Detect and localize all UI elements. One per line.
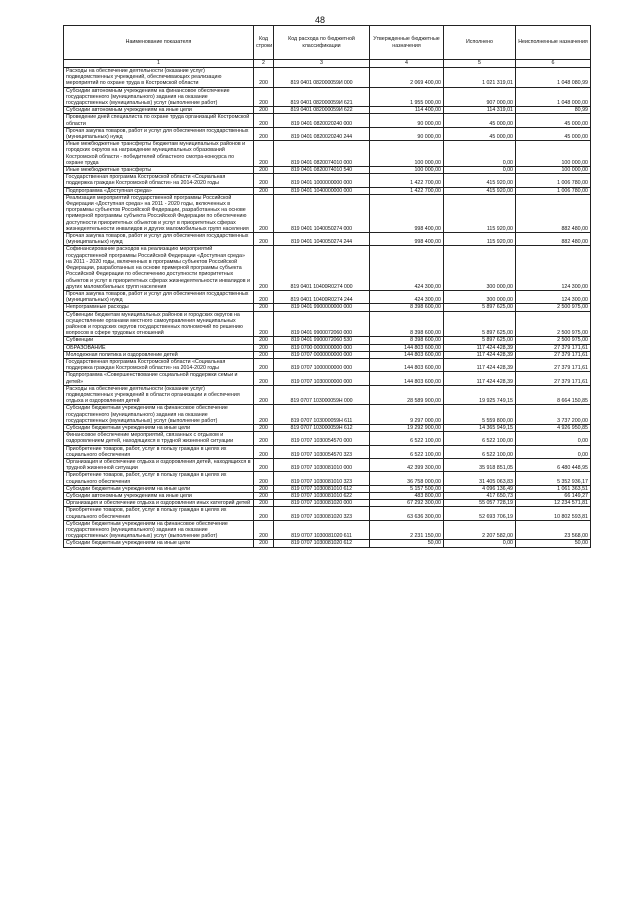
row-executed-cell: 14 365 949,15 bbox=[444, 424, 516, 431]
row-approved-cell: 8 398 600,00 bbox=[370, 311, 444, 337]
header-approved: Утвержденные бюджетные назначения bbox=[370, 26, 444, 60]
row-executed-cell: 117 424 428,39 bbox=[444, 372, 516, 385]
row-code-cell: 200 bbox=[254, 127, 274, 140]
row-code-cell: 200 bbox=[254, 493, 274, 500]
row-code-cell: 200 bbox=[254, 358, 274, 371]
row-executed-cell: 115 920,00 bbox=[444, 194, 516, 232]
row-code-cell: 200 bbox=[254, 445, 274, 458]
row-approved-cell: 483 800,00 bbox=[370, 493, 444, 500]
row-approved-cell: 144 803 600,00 bbox=[370, 351, 444, 358]
row-name-cell: Субсидии бюджетным учреждениям на иные цели bbox=[64, 485, 254, 492]
table-row bbox=[64, 167, 591, 174]
row-name-cell: Организация и обеспечение отдыха и оздоровления иных категорий детей bbox=[64, 500, 254, 507]
table-row bbox=[64, 500, 591, 507]
row-classification-cell: 819 0707 1030054570 323 bbox=[274, 445, 370, 458]
row-approved-cell: 424 300,00 bbox=[370, 290, 444, 303]
row-name-cell: Субсидии автономным учреждениям на финансовое обеспечение государственного (муниципального) задания на оказание государственных (муниципальных) услуг (выполнение работ) bbox=[64, 87, 254, 107]
row-approved-cell: 90 000,00 bbox=[370, 114, 444, 127]
table-row bbox=[64, 114, 591, 127]
row-classification-cell: 819 0707 1030000000 000 bbox=[274, 372, 370, 385]
row-unexecuted-cell: 12 234 571,81 bbox=[516, 500, 591, 507]
row-name-cell: Иные межбюджетные трансферты бюджетам муниципальных районов и городских округов на награждение муниципальных образований Костромской области - победителей областного смотра-конкурса по охране труда bbox=[64, 141, 254, 167]
row-unexecuted-cell: 1 048 000,00 bbox=[516, 87, 591, 107]
row-approved-cell: 50,00 bbox=[370, 540, 444, 547]
row-unexecuted-cell: 27 379 171,61 bbox=[516, 358, 591, 371]
table-row bbox=[64, 507, 591, 520]
column-number: 1 bbox=[64, 60, 254, 68]
row-approved-cell: 1 422 700,00 bbox=[370, 187, 444, 194]
row-unexecuted-cell: 45 000,00 bbox=[516, 114, 591, 127]
row-executed-cell: 5 897 625,00 bbox=[444, 337, 516, 344]
row-classification-cell: 819 0401 1040000000 000 bbox=[274, 187, 370, 194]
row-name-cell: Молодежная политика и оздоровление детей bbox=[64, 351, 254, 358]
row-code-cell: 200 bbox=[254, 432, 274, 445]
row-executed-cell: 117 424 428,39 bbox=[444, 344, 516, 351]
table-row bbox=[64, 311, 591, 337]
row-unexecuted-cell: 6 480 448,95 bbox=[516, 458, 591, 471]
row-executed-cell: 415 920,00 bbox=[444, 187, 516, 194]
row-approved-cell: 42 399 300,00 bbox=[370, 458, 444, 471]
row-unexecuted-cell: 1 006 780,00 bbox=[516, 187, 591, 194]
table-row bbox=[64, 246, 591, 290]
row-name-cell: ОБРАЗОВАНИЕ bbox=[64, 344, 254, 351]
table-row bbox=[64, 141, 591, 167]
row-unexecuted-cell: 100 000,00 bbox=[516, 141, 591, 167]
row-name-cell: Субсидии бюджетным учреждениям на иные цели bbox=[64, 424, 254, 431]
row-code-cell: 200 bbox=[254, 114, 274, 127]
row-executed-cell: 5 897 625,00 bbox=[444, 311, 516, 337]
row-approved-cell: 67 292 300,00 bbox=[370, 500, 444, 507]
row-unexecuted-cell: 1 048 080,99 bbox=[516, 68, 591, 88]
row-executed-cell: 45 000,00 bbox=[444, 127, 516, 140]
row-code-cell: 200 bbox=[254, 107, 274, 114]
row-code-cell: 200 bbox=[254, 540, 274, 547]
row-approved-cell: 998 400,00 bbox=[370, 233, 444, 246]
row-classification-cell: 819 0707 103000059Н 612 bbox=[274, 424, 370, 431]
row-classification-cell: 819 0707 1030081010 622 bbox=[274, 493, 370, 500]
row-classification-cell: 819 0700 0000000000 000 bbox=[274, 344, 370, 351]
row-classification-cell: 819 0707 1030081010 323 bbox=[274, 472, 370, 485]
row-name-cell: Государственная программа Костромской области «Социальная поддержка граждан Костромской области» на 2014-2020 годы bbox=[64, 358, 254, 371]
row-name-cell: Организация и обеспечение отдыха и оздоровления детей, находящихся в трудной жизненной ситуации bbox=[64, 458, 254, 471]
row-approved-cell: 19 292 900,00 bbox=[370, 424, 444, 431]
row-unexecuted-cell: 27 379 171,61 bbox=[516, 344, 591, 351]
row-classification-cell: 819 0707 1030081020 611 bbox=[274, 520, 370, 540]
row-unexecuted-cell: 3 737 200,00 bbox=[516, 405, 591, 425]
row-approved-cell: 114 400,00 bbox=[370, 107, 444, 114]
table-row bbox=[64, 107, 591, 114]
row-approved-cell: 2 069 400,00 bbox=[370, 68, 444, 88]
row-name-cell: Расходы на обеспечение деятельности (оказание услуг) подведомственных учреждений, обеспечивающих реализацию мероприятий по охране труда в Костромской области bbox=[64, 68, 254, 88]
row-code-cell: 200 bbox=[254, 385, 274, 405]
row-classification-cell: 819 0401 0820020240 000 bbox=[274, 114, 370, 127]
row-executed-cell: 117 424 428,39 bbox=[444, 358, 516, 371]
row-executed-cell: 4 096 136,49 bbox=[444, 485, 516, 492]
row-classification-cell: 819 0707 0000000000 000 bbox=[274, 351, 370, 358]
row-code-cell: 200 bbox=[254, 344, 274, 351]
row-name-cell: Субсидии бюджетным учреждениям на иные цели bbox=[64, 540, 254, 547]
row-unexecuted-cell: 66 149,27 bbox=[516, 493, 591, 500]
column-number: 3 bbox=[274, 60, 370, 68]
row-classification-cell: 819 0707 103000059Н 611 bbox=[274, 405, 370, 425]
row-name-cell: Софинансирование расходов на реализацию мероприятий государственной программы Российской Федерации «Доступная среда» на 2011 - 2020 годы, включенных в программы субъектов Российской Федерации, разработанных на основе примерной программы субъекта Российской Федерации по обеспечению доступности приоритетных объектов и услуг в приоритетных сферах жизнедеятельности инвалидов и других маломобильных групп населения bbox=[64, 246, 254, 290]
row-approved-cell: 63 636 300,00 bbox=[370, 507, 444, 520]
row-classification-cell: 819 0401 0820020240 244 bbox=[274, 127, 370, 140]
table-row bbox=[64, 127, 591, 140]
table-row bbox=[64, 187, 591, 194]
row-classification-cell: 819 0707 1030081020 323 bbox=[274, 507, 370, 520]
row-name-cell: Приобретение товаров, работ, услуг в пользу граждан в целях их социального обеспечения bbox=[64, 445, 254, 458]
row-approved-cell: 90 000,00 bbox=[370, 127, 444, 140]
table-row bbox=[64, 351, 591, 358]
row-classification-cell: 819 0401 1040050274 000 bbox=[274, 194, 370, 232]
table-row bbox=[64, 372, 591, 385]
row-approved-cell: 1 422 700,00 bbox=[370, 174, 444, 187]
row-code-cell: 200 bbox=[254, 167, 274, 174]
budget-execution-table bbox=[63, 25, 591, 548]
row-approved-cell: 144 803 600,00 bbox=[370, 372, 444, 385]
row-name-cell: Финансовое обеспечение мероприятий, связанных с отдыхом и оздоровлением детей, находящихся в трудной жизненной ситуации bbox=[64, 432, 254, 445]
row-code-cell: 200 bbox=[254, 233, 274, 246]
row-code-cell: 200 bbox=[254, 187, 274, 194]
row-executed-cell: 5 897 625,00 bbox=[444, 304, 516, 311]
row-classification-cell: 819 0707 1030081020 000 bbox=[274, 500, 370, 507]
column-number-row bbox=[64, 60, 591, 68]
row-unexecuted-cell: 882 480,00 bbox=[516, 233, 591, 246]
row-unexecuted-cell: 882 480,00 bbox=[516, 194, 591, 232]
row-classification-cell: 819 0707 1000000000 000 bbox=[274, 358, 370, 371]
row-executed-cell: 0,00 bbox=[444, 167, 516, 174]
row-approved-cell: 36 758 000,00 bbox=[370, 472, 444, 485]
row-code-cell: 200 bbox=[254, 337, 274, 344]
row-unexecuted-cell: 2 500 975,00 bbox=[516, 337, 591, 344]
row-executed-cell: 45 000,00 bbox=[444, 114, 516, 127]
row-name-cell: Расходы на обеспечение деятельности (оказание услуг) подведомственных учреждений в области организации и обеспечения отдыха и оздоровления детей bbox=[64, 385, 254, 405]
row-unexecuted-cell: 124 300,00 bbox=[516, 246, 591, 290]
table-row bbox=[64, 174, 591, 187]
row-name-cell: Приобретение товаров, работ, услуг в пользу граждан в целях их социального обеспечения bbox=[64, 507, 254, 520]
row-code-cell: 200 bbox=[254, 458, 274, 471]
row-unexecuted-cell: 5 352 936,17 bbox=[516, 472, 591, 485]
row-executed-cell: 1 021 319,01 bbox=[444, 68, 516, 88]
row-code-cell: 200 bbox=[254, 424, 274, 431]
table-row bbox=[64, 344, 591, 351]
row-executed-cell: 31 405 063,83 bbox=[444, 472, 516, 485]
row-classification-cell: 819 0707 1030054570 000 bbox=[274, 432, 370, 445]
row-executed-cell: 300 000,00 bbox=[444, 290, 516, 303]
row-unexecuted-cell: 45 000,00 bbox=[516, 127, 591, 140]
table-row bbox=[64, 445, 591, 458]
column-number: 6 bbox=[516, 60, 591, 68]
row-classification-cell: 819 0401 0820074010 000 bbox=[274, 141, 370, 167]
table-row bbox=[64, 233, 591, 246]
table-header-row bbox=[64, 26, 591, 60]
row-approved-cell: 144 803 600,00 bbox=[370, 358, 444, 371]
row-classification-cell: 819 0401 082000059И 621 bbox=[274, 87, 370, 107]
row-code-cell: 200 bbox=[254, 68, 274, 88]
row-classification-cell: 819 0401 0820074010 540 bbox=[274, 167, 370, 174]
row-executed-cell: 0,00 bbox=[444, 141, 516, 167]
row-name-cell: Субвенции bbox=[64, 337, 254, 344]
row-approved-cell: 1 955 000,00 bbox=[370, 87, 444, 107]
row-classification-cell: 819 0401 10400R0274 244 bbox=[274, 290, 370, 303]
row-approved-cell: 5 157 500,00 bbox=[370, 485, 444, 492]
row-executed-cell: 115 920,00 bbox=[444, 233, 516, 246]
column-number: 4 bbox=[370, 60, 444, 68]
row-approved-cell: 100 000,00 bbox=[370, 141, 444, 167]
row-code-cell: 200 bbox=[254, 405, 274, 425]
row-executed-cell: 5 559 800,00 bbox=[444, 405, 516, 425]
table-row bbox=[64, 405, 591, 425]
row-unexecuted-cell: 23 568,00 bbox=[516, 520, 591, 540]
header-budget-classification: Код расхода по бюджетной классификации bbox=[274, 26, 370, 60]
row-code-cell: 200 bbox=[254, 194, 274, 232]
row-executed-cell: 2 207 582,00 bbox=[444, 520, 516, 540]
row-name-cell: Подпрограмма «Совершенствование социальной поддержки семьи и детей» bbox=[64, 372, 254, 385]
row-name-cell: Приобретение товаров, работ, услуг в пользу граждан в целях их социального обеспечения bbox=[64, 472, 254, 485]
row-unexecuted-cell: 50,00 bbox=[516, 540, 591, 547]
row-classification-cell: 819 0401 082000059И 000 bbox=[274, 68, 370, 88]
row-name-cell: Государственная программа Костромской области «Социальная поддержка граждан Костромской области» на 2014-2020 годы bbox=[64, 174, 254, 187]
row-executed-cell: 300 000,00 bbox=[444, 246, 516, 290]
row-name-cell: Непрограммные расходы bbox=[64, 304, 254, 311]
row-classification-cell: 819 0401 9900000000 000 bbox=[274, 304, 370, 311]
row-unexecuted-cell: 10 802 593,81 bbox=[516, 507, 591, 520]
row-classification-cell: 819 0707 103000059Н 000 bbox=[274, 385, 370, 405]
table-row bbox=[64, 472, 591, 485]
row-unexecuted-cell: 1 006 780,00 bbox=[516, 174, 591, 187]
header-executed: Исполнено bbox=[444, 26, 516, 60]
row-executed-cell: 55 057 728,19 bbox=[444, 500, 516, 507]
row-classification-cell: 819 0707 1030081010 612 bbox=[274, 485, 370, 492]
table-row bbox=[64, 337, 591, 344]
row-approved-cell: 100 000,00 bbox=[370, 167, 444, 174]
row-code-cell: 200 bbox=[254, 304, 274, 311]
row-classification-cell: 819 0401 1000000000 000 bbox=[274, 174, 370, 187]
row-code-cell: 200 bbox=[254, 141, 274, 167]
row-unexecuted-cell: 1 061 363,51 bbox=[516, 485, 591, 492]
header-line-code: Код строки bbox=[254, 26, 274, 60]
row-code-cell: 200 bbox=[254, 500, 274, 507]
row-unexecuted-cell: 80,99 bbox=[516, 107, 591, 114]
row-name-cell: Подпрограмма «Доступная среда» bbox=[64, 187, 254, 194]
row-approved-cell: 6 522 100,00 bbox=[370, 445, 444, 458]
row-name-cell: Иные межбюджетные трансферты bbox=[64, 167, 254, 174]
column-number: 5 bbox=[444, 60, 516, 68]
row-executed-cell: 6 522 100,00 bbox=[444, 432, 516, 445]
page-number: 48 bbox=[314, 15, 325, 25]
row-name-cell: Субсидии автономным учреждениям на иные цели bbox=[64, 107, 254, 114]
row-code-cell: 200 bbox=[254, 246, 274, 290]
row-approved-cell: 2 231 150,00 bbox=[370, 520, 444, 540]
row-unexecuted-cell: 27 379 171,61 bbox=[516, 372, 591, 385]
row-executed-cell: 35 918 851,05 bbox=[444, 458, 516, 471]
row-unexecuted-cell: 2 500 975,00 bbox=[516, 304, 591, 311]
row-code-cell: 200 bbox=[254, 311, 274, 337]
row-approved-cell: 6 522 100,00 bbox=[370, 432, 444, 445]
table-row bbox=[64, 358, 591, 371]
table-row bbox=[64, 432, 591, 445]
row-code-cell: 200 bbox=[254, 290, 274, 303]
row-executed-cell: 907 000,00 bbox=[444, 87, 516, 107]
row-code-cell: 200 bbox=[254, 472, 274, 485]
row-name-cell: Субсидии бюджетным учреждениям на финансовое обеспечение государственного (муниципального) задания на оказание государственных (муниципальных) услуг (выполнение работ) bbox=[64, 520, 254, 540]
row-executed-cell: 417 650,73 bbox=[444, 493, 516, 500]
row-executed-cell: 0,00 bbox=[444, 540, 516, 547]
row-code-cell: 200 bbox=[254, 520, 274, 540]
row-approved-cell: 28 589 900,00 bbox=[370, 385, 444, 405]
row-code-cell: 200 bbox=[254, 372, 274, 385]
row-code-cell: 200 bbox=[254, 351, 274, 358]
row-unexecuted-cell: 0,00 bbox=[516, 445, 591, 458]
table-row bbox=[64, 540, 591, 547]
row-classification-cell: 819 0401 1040050274 244 bbox=[274, 233, 370, 246]
header-indicator-name: Наименование показателя bbox=[64, 26, 254, 60]
table-row bbox=[64, 458, 591, 471]
row-unexecuted-cell: 27 379 171,61 bbox=[516, 351, 591, 358]
row-classification-cell: 819 0401 10400R0274 000 bbox=[274, 246, 370, 290]
row-unexecuted-cell: 0,00 bbox=[516, 432, 591, 445]
table-body bbox=[64, 68, 591, 548]
table-row bbox=[64, 194, 591, 232]
row-code-cell: 200 bbox=[254, 174, 274, 187]
table-row bbox=[64, 520, 591, 540]
row-name-cell: Субвенции бюджетам муниципальных районов и городских округов на осуществление органами местного самоуправления муниципальных районов и городских округов государственных полномочий по решению вопросов в сфере трудовых отношений bbox=[64, 311, 254, 337]
table-row bbox=[64, 68, 591, 88]
row-classification-cell: 819 0401 082000059И 622 bbox=[274, 107, 370, 114]
row-executed-cell: 19 925 749,15 bbox=[444, 385, 516, 405]
table-row bbox=[64, 485, 591, 492]
table-row bbox=[64, 304, 591, 311]
row-unexecuted-cell: 124 300,00 bbox=[516, 290, 591, 303]
row-name-cell: Прочая закупка товаров, работ и услуг для обеспечения государственных (муниципальных) нужд bbox=[64, 233, 254, 246]
row-approved-cell: 8 398 600,00 bbox=[370, 304, 444, 311]
table-row bbox=[64, 424, 591, 431]
table-row bbox=[64, 493, 591, 500]
row-code-cell: 200 bbox=[254, 507, 274, 520]
row-executed-cell: 415 920,00 bbox=[444, 174, 516, 187]
row-name-cell: Проведение дней специалиста по охране труда организаций Костромской области bbox=[64, 114, 254, 127]
row-executed-cell: 6 522 100,00 bbox=[444, 445, 516, 458]
row-name-cell: Субсидии бюджетным учреждениям на финансовое обеспечение государственного (муниципального) задания на оказание государственных (муниципальных) услуг (выполнение работ) bbox=[64, 405, 254, 425]
row-executed-cell: 114 319,01 bbox=[444, 107, 516, 114]
column-number: 2 bbox=[254, 60, 274, 68]
row-classification-cell: 819 0707 1030081020 612 bbox=[274, 540, 370, 547]
row-name-cell: Реализация мероприятий государственной программы Российской Федерации «Доступная среда» на 2011 - 2020 годы, включенных в программы субъектов Российской Федерации, разработанных на основе примерной программы субъекта Российской Федерации по обеспечению доступности приоритетных объектов и услуг в приоритетных сферах жизнедеятельности инвалидов и других маломобильных групп населения bbox=[64, 194, 254, 232]
table-row bbox=[64, 290, 591, 303]
row-approved-cell: 144 803 600,00 bbox=[370, 344, 444, 351]
row-name-cell: Прочая закупка товаров, работ и услуг для обеспечения государственных (муниципальных) нужд bbox=[64, 127, 254, 140]
row-unexecuted-cell: 8 664 150,85 bbox=[516, 385, 591, 405]
row-executed-cell: 52 693 706,19 bbox=[444, 507, 516, 520]
table-row bbox=[64, 385, 591, 405]
row-approved-cell: 8 398 600,00 bbox=[370, 337, 444, 344]
row-executed-cell: 117 424 428,39 bbox=[444, 351, 516, 358]
row-classification-cell: 819 0401 9900072060 530 bbox=[274, 337, 370, 344]
row-classification-cell: 819 0401 9900072060 000 bbox=[274, 311, 370, 337]
row-unexecuted-cell: 100 000,00 bbox=[516, 167, 591, 174]
row-approved-cell: 424 300,00 bbox=[370, 246, 444, 290]
row-unexecuted-cell: 2 500 975,00 bbox=[516, 311, 591, 337]
row-approved-cell: 998 400,00 bbox=[370, 194, 444, 232]
row-classification-cell: 819 0707 1030081010 000 bbox=[274, 458, 370, 471]
header-unexecuted: Неисполненные назначения bbox=[516, 26, 591, 60]
row-name-cell: Прочая закупка товаров, работ и услуг для обеспечения государственных (муниципальных) нужд bbox=[64, 290, 254, 303]
row-code-cell: 200 bbox=[254, 87, 274, 107]
table-row bbox=[64, 87, 591, 107]
row-unexecuted-cell: 4 926 950,85 bbox=[516, 424, 591, 431]
row-code-cell: 200 bbox=[254, 485, 274, 492]
row-name-cell: Субсидии автономным учреждениям на иные цели bbox=[64, 493, 254, 500]
row-approved-cell: 9 297 000,00 bbox=[370, 405, 444, 425]
